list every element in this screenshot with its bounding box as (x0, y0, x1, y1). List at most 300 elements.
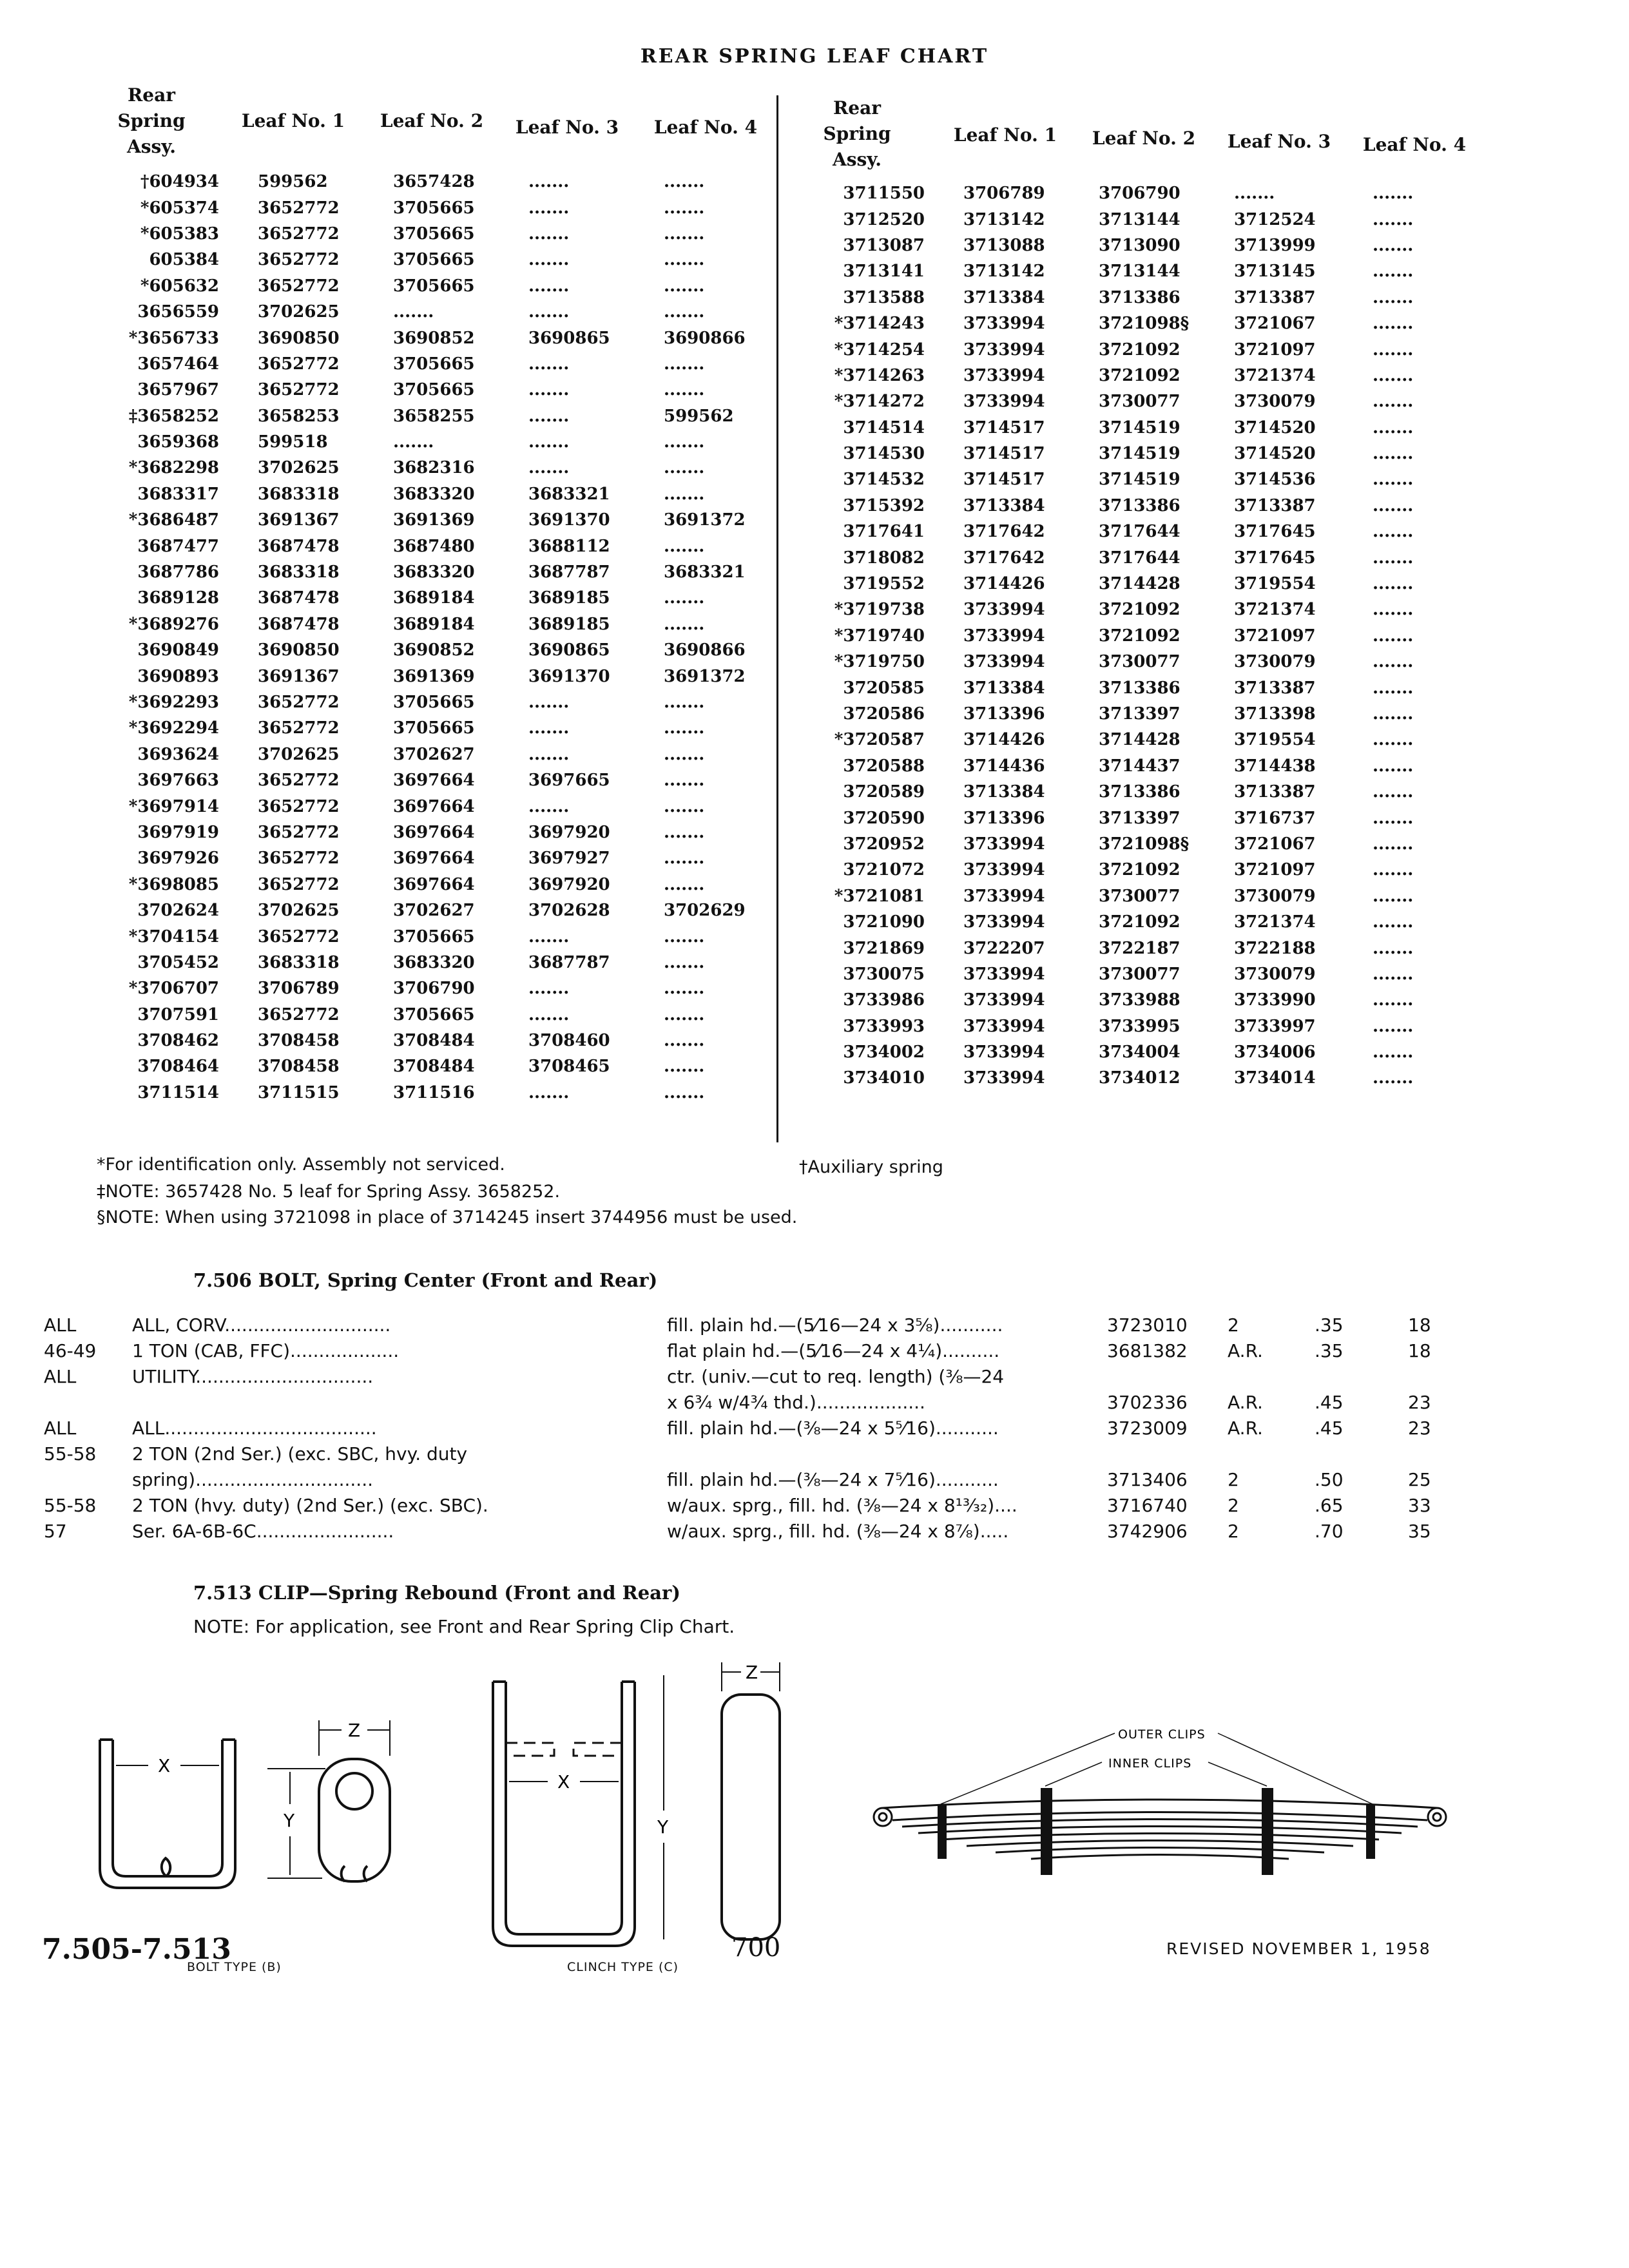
assy-number-cell: 3721869 (843, 938, 925, 958)
leaf-number-cell: 3705665 (393, 718, 475, 738)
leaf-number-cell: 3683318 (258, 562, 340, 582)
leaf-number-cell: 3721067 (1234, 834, 1316, 854)
assy-number-cell: *3697914 (128, 796, 219, 816)
price-cell: .65 (1315, 1495, 1344, 1516)
assy-number-cell: 3720586 (843, 704, 925, 724)
leaf-number-cell: 3713384 (963, 495, 1045, 515)
leaf-number-cell: 3658253 (258, 406, 340, 426)
assy-number-cell: †604934 (140, 172, 219, 192)
leaf-number-cell: ....... (1373, 912, 1414, 932)
chart-row (77, 898, 793, 923)
leaf-number-cell: 3683321 (664, 562, 746, 582)
leaf-number-cell: ....... (528, 458, 570, 478)
bolt-table-row (0, 1418, 1629, 1443)
leaf-number-cell: ....... (664, 822, 705, 842)
leaf-number-cell: ....... (1373, 365, 1414, 385)
assy-number-cell: 3687477 (137, 536, 219, 556)
leaf-number-cell: 3722207 (963, 938, 1045, 958)
leaf-number-cell: 3697664 (393, 771, 475, 791)
chart-row (802, 466, 1495, 492)
leaf-number-cell: 3730077 (1099, 392, 1181, 412)
chart-row (77, 715, 793, 741)
assy-number-cell: 3733993 (843, 1016, 925, 1036)
leaf-number-cell: 3690852 (393, 640, 475, 660)
assy-number-cell: ‡3658252 (128, 406, 219, 426)
leaf-number-cell: 3714426 (963, 574, 1045, 594)
leaf-number-cell: ....... (1373, 495, 1414, 515)
col-header-leaf1-right: Leaf No. 1 (953, 124, 1057, 146)
leaf-number-cell: 3658255 (393, 406, 475, 426)
assy-number-cell: 3697663 (137, 771, 219, 791)
leaf-number-cell: 3714428 (1099, 574, 1181, 594)
leaf-number-cell: 3706789 (963, 184, 1045, 204)
assy-number-cell: 3705452 (137, 952, 219, 972)
leaf-number-cell: ....... (664, 1031, 705, 1051)
leaf-number-cell: 3714536 (1234, 470, 1316, 490)
col-header-leaf3-left: Leaf No. 3 (515, 117, 619, 138)
year-cell: ALL (44, 1366, 77, 1387)
quantity-cell: 2 (1228, 1521, 1239, 1542)
leaf-number-cell: 3705665 (393, 380, 475, 400)
leaf-number-cell: 3733994 (963, 600, 1045, 620)
col-header-leaf1-left: Leaf No. 1 (241, 110, 345, 131)
chart-row (802, 415, 1495, 441)
leaf-number-cell: 3708465 (528, 1057, 610, 1077)
leaf-number-cell: 3721092 (1099, 860, 1181, 880)
leaf-number-cell: 3733995 (1099, 1016, 1181, 1036)
leaf-number-cell: ....... (1373, 834, 1414, 854)
clinch-type-clip-diagram (477, 1656, 799, 1952)
clip-note: NOTE: For application, see Front and Rear Spring Clip Chart. (193, 1616, 735, 1637)
leaf-number-cell: 3716737 (1234, 808, 1316, 828)
leaf-number-cell: 3733990 (1234, 990, 1316, 1010)
chart-row (802, 233, 1495, 258)
chart-row (77, 507, 793, 533)
leaf-number-cell: ....... (664, 354, 705, 374)
bolt-table-row (0, 1469, 1629, 1495)
leaf-number-cell: 3733994 (963, 340, 1045, 360)
leaf-number-cell: 3721092 (1099, 365, 1181, 385)
chart-row (802, 389, 1495, 414)
assy-number-cell: 3720952 (843, 834, 925, 854)
chart-row (77, 663, 793, 689)
leaf-number-cell: ....... (1373, 886, 1414, 906)
chart-row (802, 831, 1495, 857)
leaf-number-cell: 3721092 (1099, 626, 1181, 646)
assy-number-cell: *605374 (140, 198, 219, 218)
leaf-number-cell: 3713142 (963, 262, 1045, 282)
leaf-number-cell: 3705665 (393, 250, 475, 270)
chart-row (77, 169, 793, 195)
chart-row (802, 493, 1495, 519)
leaf-number-cell: ....... (1373, 392, 1414, 412)
chart-row (802, 961, 1495, 987)
dim-z-label: Z (746, 1662, 758, 1683)
assy-number-cell: 3711550 (843, 184, 925, 204)
assy-number-cell: 3712520 (843, 209, 925, 229)
leaf-number-cell: 599518 (258, 432, 328, 452)
part-number-cell: 3723009 (1107, 1418, 1188, 1439)
chart-row (77, 247, 793, 273)
col-header-leaf2-left: Leaf No. 2 (380, 110, 484, 131)
assy-number-cell: 3721090 (843, 912, 925, 932)
assy-number-cell: *3719750 (834, 652, 925, 672)
leaf-number-cell: 3714520 (1234, 444, 1316, 464)
chart-row (802, 258, 1495, 284)
leaf-number-cell: ....... (528, 198, 570, 218)
assy-number-cell: *3692293 (128, 693, 219, 712)
leaf-number-cell: ....... (1373, 287, 1414, 307)
leaf-number-cell: ....... (528, 927, 570, 947)
model-cell: Ser. 6A-6B-6C........................ (132, 1521, 394, 1542)
leaf-number-cell: 3713144 (1099, 262, 1181, 282)
chart-row (802, 285, 1495, 311)
leaf-number-cell: 3652772 (258, 718, 340, 738)
leaf-number-cell: 3712524 (1234, 209, 1316, 229)
code-cell: 33 (1408, 1495, 1431, 1516)
leaf-number-cell: ....... (528, 250, 570, 270)
leaf-number-cell: 3705665 (393, 354, 475, 374)
left-chart-rows (77, 169, 793, 1106)
chart-row (802, 519, 1495, 544)
chart-row (802, 1014, 1495, 1039)
leaf-number-cell: ....... (1373, 522, 1414, 542)
leaf-number-cell: ....... (1373, 184, 1414, 204)
model-cell: ALL..................................... (132, 1418, 377, 1439)
leaf-number-cell: 3714520 (1234, 418, 1316, 437)
right-chart-rows (802, 180, 1495, 1091)
leaf-number-cell: 3714436 (963, 756, 1045, 776)
chart-row (802, 1065, 1495, 1091)
chart-row (802, 805, 1495, 831)
leaf-number-cell: 3690852 (393, 328, 475, 348)
leaf-number-cell: 3721374 (1234, 600, 1316, 620)
assy-number-cell: *3698085 (128, 874, 219, 894)
assy-number-cell: *3721081 (834, 886, 925, 906)
quantity-cell: 2 (1228, 1495, 1239, 1516)
bolt-section-title: 7.506 BOLT, Spring Center (Front and Rear) (193, 1269, 658, 1291)
leaf-number-cell: 3687787 (528, 952, 610, 972)
note-auxiliary: †Auxiliary spring (799, 1157, 943, 1177)
assy-number-cell: 3720585 (843, 678, 925, 698)
chart-row (77, 429, 793, 455)
leaf-number-cell: ....... (664, 588, 705, 608)
leaf-number-cell: 3711515 (258, 1082, 340, 1102)
price-cell: .70 (1315, 1521, 1344, 1542)
leaf-number-cell: 3717642 (963, 522, 1045, 542)
bolt-table-row (0, 1392, 1629, 1418)
leaf-number-cell: 3711516 (393, 1082, 475, 1102)
leaf-number-cell: ....... (664, 250, 705, 270)
leaf-number-cell: ....... (1373, 314, 1414, 334)
chart-row (77, 689, 793, 715)
leaf-number-cell: 3722187 (1099, 938, 1181, 958)
leaf-number-cell: ....... (664, 1004, 705, 1024)
leaf-number-cell: 3702627 (393, 744, 475, 764)
leaf-number-cell: ....... (1373, 548, 1414, 568)
leaf-number-cell: 3713088 (963, 235, 1045, 255)
code-cell: 18 (1408, 1314, 1431, 1336)
leaf-number-cell: 3706790 (1099, 184, 1181, 204)
leaf-number-cell: ....... (528, 744, 570, 764)
leaf-number-cell: 3702627 (393, 901, 475, 921)
leaf-number-cell: ....... (1373, 574, 1414, 594)
leaf-number-cell: ....... (1373, 808, 1414, 828)
chart-row (802, 753, 1495, 779)
clinch-type-label: CLINCH TYPE (C) (567, 1960, 679, 1974)
part-number-cell: 3681382 (1107, 1340, 1188, 1361)
leaf-number-cell: 3722188 (1234, 938, 1316, 958)
assy-number-cell: 3697926 (137, 849, 219, 869)
year-cell: 55-58 (44, 1443, 97, 1465)
leaf-number-cell: 3688112 (528, 536, 610, 556)
leaf-number-cell: ....... (528, 796, 570, 816)
leaf-number-cell: ....... (664, 432, 705, 452)
leaf-number-cell: ....... (1373, 652, 1414, 672)
leaf-number-cell: 3708460 (528, 1031, 610, 1051)
leaf-number-cell: 3721097 (1234, 626, 1316, 646)
leaf-number-cell: 3708458 (258, 1031, 340, 1051)
leaf-number-cell: 3689184 (393, 614, 475, 634)
chart-row (802, 883, 1495, 909)
leaf-number-cell: 3721097 (1234, 340, 1316, 360)
leaf-number-cell: ....... (1373, 340, 1414, 360)
leaf-number-cell: 3652772 (258, 771, 340, 791)
leaf-number-cell: 3697664 (393, 874, 475, 894)
leaf-number-cell: 3714519 (1099, 444, 1181, 464)
chart-row (77, 221, 793, 247)
leaf-number-cell: 3714519 (1099, 418, 1181, 437)
assy-number-cell: *3689276 (128, 614, 219, 634)
leaf-number-cell: 3697665 (528, 771, 610, 791)
page-number: 700 (731, 1933, 781, 1963)
chart-row (77, 611, 793, 637)
leaf-number-cell: 3687478 (258, 536, 340, 556)
leaf-number-cell: ....... (1373, 626, 1414, 646)
bolt-table-row (0, 1443, 1629, 1469)
dim-x-label: X (557, 1771, 570, 1792)
leaf-number-cell: 3652772 (258, 796, 340, 816)
leaf-number-cell: 3713387 (1234, 495, 1316, 515)
assy-number-cell: 3689128 (137, 588, 219, 608)
chart-row (802, 311, 1495, 336)
leaf-number-cell: 3721092 (1099, 600, 1181, 620)
leaf-number-cell: ....... (664, 276, 705, 296)
leaf-number-cell: 3697664 (393, 822, 475, 842)
quantity-cell: A.R. (1228, 1418, 1263, 1439)
part-number-cell: 3742906 (1107, 1521, 1188, 1542)
assy-number-cell: 3714532 (843, 470, 925, 490)
leaf-number-cell: 3714517 (963, 418, 1045, 437)
revision-date: REVISED NOVEMBER 1, 1958 (1166, 1939, 1431, 1958)
assy-number-cell: 3717641 (843, 522, 925, 542)
leaf-number-cell: 3714517 (963, 470, 1045, 490)
leaf-number-cell: ....... (1373, 678, 1414, 698)
chart-row (802, 206, 1495, 232)
leaf-number-cell: 3730079 (1234, 886, 1316, 906)
chart-row (77, 403, 793, 429)
bolt-table-row (0, 1340, 1629, 1366)
leaf-number-cell: 3690865 (528, 328, 610, 348)
part-number-cell: 3716740 (1107, 1495, 1188, 1516)
leaf-number-cell: 3702625 (258, 744, 340, 764)
leaf-number-cell: 3734006 (1234, 1043, 1316, 1062)
leaf-number-cell: 3697664 (393, 796, 475, 816)
leaf-number-cell: 3730077 (1099, 652, 1181, 672)
assy-number-cell: 3702624 (137, 901, 219, 921)
price-cell: .35 (1315, 1314, 1344, 1336)
assy-number-cell: *3714272 (834, 392, 925, 412)
year-cell: ALL (44, 1418, 77, 1439)
description-cell: fill. plain hd.—(⅜—24 x 5⁵⁄16)........... (667, 1418, 999, 1439)
assy-number-cell: 3656559 (137, 302, 219, 322)
part-number-cell: 3723010 (1107, 1314, 1188, 1336)
chart-row (77, 559, 793, 585)
col-header-leaf4-right: Leaf No. 4 (1362, 134, 1467, 155)
leaf-number-cell: 3683318 (258, 952, 340, 972)
leaf-number-cell: 3713386 (1099, 782, 1181, 802)
chart-row (77, 1002, 793, 1028)
leaf-number-cell: ....... (1373, 756, 1414, 776)
leaf-number-cell: 3717645 (1234, 522, 1316, 542)
assy-number-cell: *3692294 (128, 718, 219, 738)
leaf-number-cell: ....... (664, 771, 705, 791)
assy-number-cell: 3721072 (843, 860, 925, 880)
leaf-number-cell: 3733994 (963, 964, 1045, 984)
assy-number-cell: *3686487 (128, 510, 219, 530)
leaf-number-cell: ....... (1373, 1016, 1414, 1036)
assy-number-cell: 3734002 (843, 1043, 925, 1062)
leaf-number-cell: 3733994 (963, 886, 1045, 906)
assy-number-cell: *605632 (140, 276, 219, 296)
col-header-leaf2-right: Leaf No. 2 (1092, 128, 1196, 149)
assy-number-cell: *3720587 (834, 730, 925, 750)
leaf-number-cell: ....... (1373, 209, 1414, 229)
leaf-number-cell: 3713384 (963, 287, 1045, 307)
leaf-number-cell: 3733994 (963, 392, 1045, 412)
chart-row (77, 273, 793, 299)
description-cell: w/aux. sprg., fill. hd. (⅜—24 x 8⅞)..... (667, 1521, 1009, 1542)
leaf-number-cell: 3652772 (258, 822, 340, 842)
leaf-number-cell: 3734012 (1099, 1068, 1181, 1088)
assy-number-cell: 3690849 (137, 640, 219, 660)
chart-row (802, 363, 1495, 389)
assy-number-cell: 3693624 (137, 744, 219, 764)
leaf-number-cell: 3730079 (1234, 392, 1316, 412)
chart-row (77, 950, 793, 975)
leaf-number-cell: 3714519 (1099, 470, 1181, 490)
note-substitution: §NOTE: When using 3721098 in place of 3714245 insert 3744956 must be used. (97, 1207, 798, 1227)
leaf-number-cell: ....... (1373, 600, 1414, 620)
leaf-number-cell: 3690866 (664, 640, 746, 660)
leaf-number-cell: ....... (528, 276, 570, 296)
price-cell: .35 (1315, 1340, 1344, 1361)
leaf-number-cell: 3719554 (1234, 730, 1316, 750)
assy-number-cell: 3714530 (843, 444, 925, 464)
leaf-number-cell: ....... (1373, 938, 1414, 958)
leaf-number-cell: ....... (528, 693, 570, 712)
leaf-number-cell: ....... (528, 979, 570, 999)
quantity-cell: 2 (1228, 1469, 1239, 1490)
leaf-number-cell: 3714517 (963, 444, 1045, 464)
bolt-table-row (0, 1314, 1629, 1340)
assy-number-cell: 3719552 (843, 574, 925, 594)
leaf-number-cell: 3691372 (664, 510, 746, 530)
leaf-number-cell: ....... (1373, 964, 1414, 984)
code-cell: 23 (1408, 1392, 1431, 1413)
leaf-number-cell: 3652772 (258, 380, 340, 400)
leaf-number-cell: 3733988 (1099, 990, 1181, 1010)
chart-row (802, 1039, 1495, 1065)
leaf-number-cell: 3708458 (258, 1057, 340, 1077)
leaf-number-cell: 3691367 (258, 666, 340, 686)
quantity-cell: A.R. (1228, 1392, 1263, 1413)
leaf-number-cell: ....... (664, 1082, 705, 1102)
leaf-number-cell: 3697664 (393, 849, 475, 869)
assy-number-cell: 3708464 (137, 1057, 219, 1077)
price-cell: .45 (1315, 1418, 1344, 1439)
leaf-number-cell: 3683321 (528, 484, 610, 504)
leaf-number-cell: ....... (1373, 418, 1414, 437)
assy-number-cell: 3711514 (137, 1082, 219, 1102)
description-cell: ctr. (univ.—cut to req. length) (⅜—24 (667, 1366, 1005, 1387)
chart-row (802, 597, 1495, 622)
leaf-number-cell: ....... (1373, 444, 1414, 464)
leaf-number-cell: 3721097 (1234, 860, 1316, 880)
leaf-number-cell: 3713387 (1234, 678, 1316, 698)
leaf-number-cell: 3702625 (258, 901, 340, 921)
leaf-number-cell: ....... (528, 718, 570, 738)
leaf-number-cell: 3721067 (1234, 314, 1316, 334)
leaf-number-cell: 3733994 (963, 990, 1045, 1010)
code-cell: 23 (1408, 1418, 1431, 1439)
price-cell: .50 (1315, 1469, 1344, 1490)
assy-number-cell: 3720588 (843, 756, 925, 776)
leaf-number-cell: 3689185 (528, 588, 610, 608)
leaf-number-cell: 3733994 (963, 1016, 1045, 1036)
quantity-cell: 2 (1228, 1314, 1239, 1336)
chart-row (802, 727, 1495, 753)
leaf-number-cell: 3734014 (1234, 1068, 1316, 1088)
col-header-leaf3-right: Leaf No. 3 (1227, 131, 1331, 152)
leaf-number-cell: 3690850 (258, 640, 340, 660)
leaf-number-cell: 3733994 (963, 652, 1045, 672)
leaf-number-cell: 3683318 (258, 484, 340, 504)
assy-number-cell: 3734010 (843, 1068, 925, 1088)
leaf-number-cell: ....... (664, 302, 705, 322)
leaf-number-cell: 3705665 (393, 198, 475, 218)
chart-row (77, 585, 793, 611)
assy-number-cell: *3682298 (128, 458, 219, 478)
leaf-number-cell: ....... (393, 302, 434, 322)
leaf-number-cell: 3714438 (1234, 756, 1316, 776)
model-cell: UTILITY............................... (132, 1366, 374, 1387)
assy-number-cell: 3718082 (843, 548, 925, 568)
leaf-number-cell: 3733994 (963, 1043, 1045, 1062)
leaf-number-cell: ....... (1373, 262, 1414, 282)
assy-number-cell: *3714263 (834, 365, 925, 385)
assy-number-cell: 3733986 (843, 990, 925, 1010)
leaf-number-cell: 3713145 (1234, 262, 1316, 282)
leaf-number-cell: 3697920 (528, 822, 610, 842)
chart-row (77, 195, 793, 220)
leaf-number-cell: 3689184 (393, 588, 475, 608)
leaf-spring-diagram (857, 1714, 1469, 1920)
code-cell: 25 (1408, 1469, 1431, 1490)
leaf-number-cell: ....... (528, 406, 570, 426)
bolt-table-row (0, 1521, 1629, 1546)
leaf-number-cell: 3733994 (963, 626, 1045, 646)
